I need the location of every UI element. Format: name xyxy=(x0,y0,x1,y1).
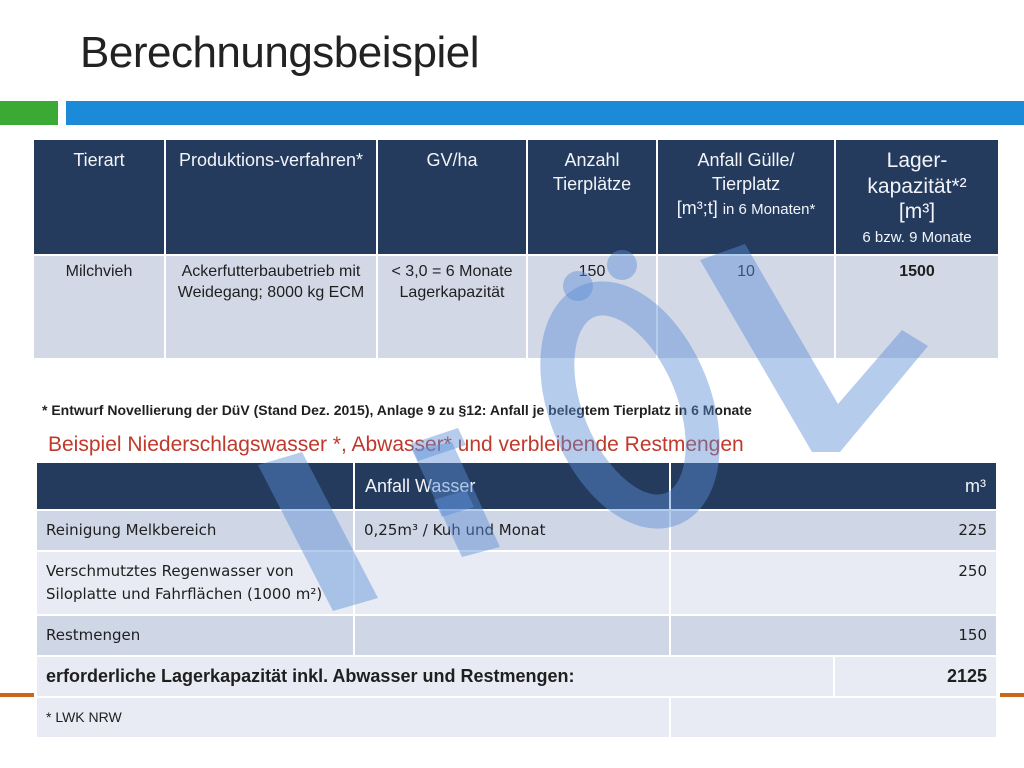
header-gvha: GV/ha xyxy=(377,139,527,255)
header-produktionsverfahren: Produktions-verfahren* xyxy=(165,139,377,255)
accent-line-right xyxy=(1000,693,1024,697)
accent-bar-green xyxy=(0,101,58,125)
total-value: 2125 xyxy=(834,656,997,697)
page-title: Berechnungsbeispiel xyxy=(80,28,480,77)
header-anfall-guelle xyxy=(657,139,835,255)
source-label: * LWK NRW xyxy=(36,697,670,738)
header-anfall-wasser: Anfall Wasser xyxy=(354,462,670,510)
cell-gvha: < 3,0 = 6 Monate Lagerkapazität xyxy=(377,255,527,359)
calculation-table xyxy=(32,138,1000,360)
cell-anfall: 10 xyxy=(657,255,835,359)
header-m3: m³ xyxy=(670,462,997,510)
header-tierart: Tierart xyxy=(33,139,165,255)
header-anzahl-tierplaetze: Anzahl Tierplätze xyxy=(527,139,657,255)
row-anfall xyxy=(354,615,670,656)
header-anfall-guelle-label: Anfall Gülle/ Tierplatz xyxy=(697,150,795,194)
table-row xyxy=(36,510,997,551)
row-label: Restmengen xyxy=(36,615,354,656)
row-anfall xyxy=(354,551,670,615)
cell-tierart: Milchvieh xyxy=(33,255,165,359)
row-anfall: 0,25m³ / Kuh und Monat xyxy=(354,510,670,551)
wastewater-table xyxy=(35,461,998,739)
table-header-row xyxy=(36,462,997,510)
header-lagerkapazitaet-unit: [m³] xyxy=(898,200,936,223)
row-m3: 225 xyxy=(670,510,997,551)
row-label: Reinigung Melkbereich xyxy=(36,510,354,551)
total-label: erforderliche Lagerkapazität inkl. Abwasser und Restmengen: xyxy=(36,656,834,697)
header-empty xyxy=(36,462,354,510)
accent-bar-blue xyxy=(66,101,1024,125)
row-label: Verschmutztes Regenwasser von Siloplatte und Fahrflächen (1000 m²) xyxy=(36,551,354,615)
row-m3: 150 xyxy=(670,615,997,656)
section-subtitle: Beispiel Niederschlagswasser *, Abwasser* und verbleibende Restmengen xyxy=(48,433,744,456)
header-lagerkapazitaet-label: Lager-kapazität*² xyxy=(867,149,967,198)
header-lagerkapazitaet-period: 6 bzw. 9 Monate xyxy=(862,229,972,246)
cell-lagerkapazitaet: 1500 xyxy=(835,255,999,359)
table-header-row xyxy=(33,139,999,255)
source-empty xyxy=(670,697,997,738)
header-lagerkapazitaet xyxy=(835,139,999,255)
table-row xyxy=(33,255,999,359)
header-anfall-period: in 6 Monaten* xyxy=(722,201,816,218)
accent-line-left xyxy=(0,693,34,697)
cell-verfahren: Ackerfutterbaubetrieb mit Weidegang; 8000 kg ECM xyxy=(165,255,377,359)
cell-tierplaetze: 150 xyxy=(527,255,657,359)
source-row xyxy=(36,697,997,738)
row-m3: 250 xyxy=(670,551,997,615)
header-anfall-unit: [m³;t] xyxy=(676,198,718,218)
table-row xyxy=(36,551,997,615)
footnote: * Entwurf Novellierung der DüV (Stand Dez. 2015), Anlage 9 zu §12: Anfall je belegtem Tierplatz in 6 Monate xyxy=(42,402,752,418)
total-row xyxy=(36,656,997,697)
table-row xyxy=(36,615,997,656)
